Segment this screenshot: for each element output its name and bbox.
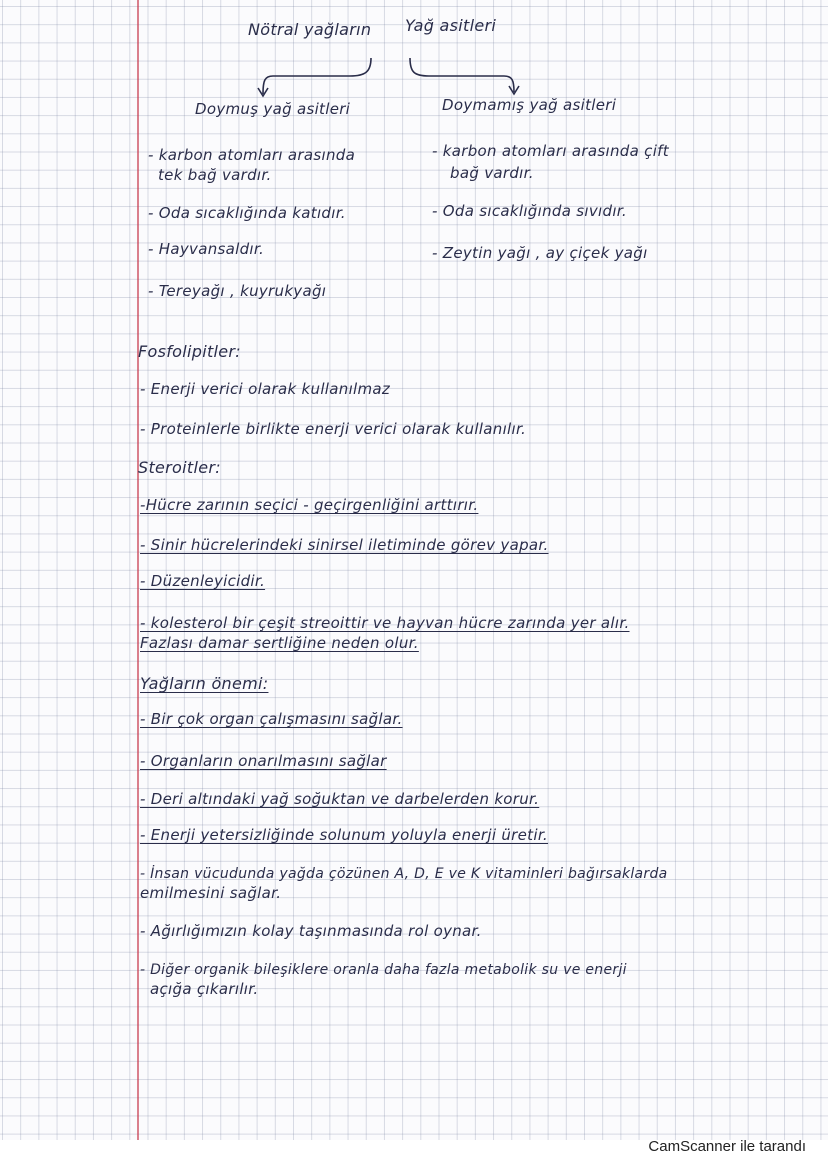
unsaturated-item: - karbon atomları arasında çift <box>432 142 669 160</box>
onemi-item: - Ağırlığımızın kolay taşınmasında rol oynar. <box>140 922 482 940</box>
fosfolipitler-item: - Proteinlerle birlikte enerji verici olarak kullanılır. <box>140 420 527 438</box>
unsaturated-item: - Oda sıcaklığında sıvıdır. <box>432 202 627 220</box>
onemi-item: - Diğer organik bileşiklere oranla daha fazla metabolik su ve enerji <box>140 962 627 978</box>
scanner-footer: CamScanner ile tarandı <box>648 1138 806 1155</box>
unsaturated-item: - Zeytin yağı , ay çiçek yağı <box>432 244 648 262</box>
steroitler-item: -Hücre zarının seçici - geçirgenliğini arttırır. <box>140 496 479 514</box>
onemi-item: - Organların onarılmasını sağlar <box>140 752 387 770</box>
onemi-item: - Enerji yetersizliğinde solunum yoluyla enerji üretir. <box>140 826 548 844</box>
onemi-heading: Yağların önemi: <box>140 674 269 693</box>
arrow-left-icon <box>255 54 375 100</box>
onemi-item: - Deri altındaki yağ soğuktan ve darbelerden korur. <box>140 790 540 808</box>
saturated-item: tek bağ vardır. <box>158 166 272 184</box>
fosfolipitler-heading: Fosfolipitler: <box>138 342 241 361</box>
steroitler-heading: Steroitler: <box>138 458 221 477</box>
title-right: Yağ asitleri <box>405 16 497 35</box>
onemi-item: - Bir çok organ çalışmasını sağlar. <box>140 710 403 728</box>
margin-line <box>137 0 139 1140</box>
saturated-item: - Oda sıcaklığında katıdır. <box>148 204 346 222</box>
saturated-item: - karbon atomları arasında <box>148 146 356 164</box>
unsaturated-heading: Doymamış yağ asitleri <box>442 96 617 114</box>
unsaturated-item: bağ vardır. <box>450 164 534 182</box>
onemi-item: açığa çıkarılır. <box>150 980 259 998</box>
saturated-item: - Hayvansaldır. <box>148 240 265 258</box>
saturated-heading: Doymuş yağ asitleri <box>195 100 351 118</box>
fosfolipitler-item: - Enerji verici olarak kullanılmaz <box>140 380 391 398</box>
title-left: Nötral yağların <box>248 20 372 39</box>
steroitler-item: - kolesterol bir çeşit streoittir ve hayvan hücre zarında yer alır. <box>140 614 630 632</box>
steroitler-item: - Sinir hücrelerindeki sinirsel iletiminde görev yapar. <box>140 536 549 554</box>
steroitler-item: Fazlası damar sertliğine neden olur. <box>140 634 419 652</box>
arrow-right-icon <box>404 54 524 100</box>
saturated-item: - Tereyağı , kuyrukyağı <box>148 282 327 300</box>
steroitler-item: - Düzenleyicidir. <box>140 572 266 590</box>
onemi-item: - İnsan vücudunda yağda çözünen A, D, E ve K vitaminleri bağırsaklarda <box>140 866 668 882</box>
onemi-item: emilmesini sağlar. <box>140 884 282 902</box>
